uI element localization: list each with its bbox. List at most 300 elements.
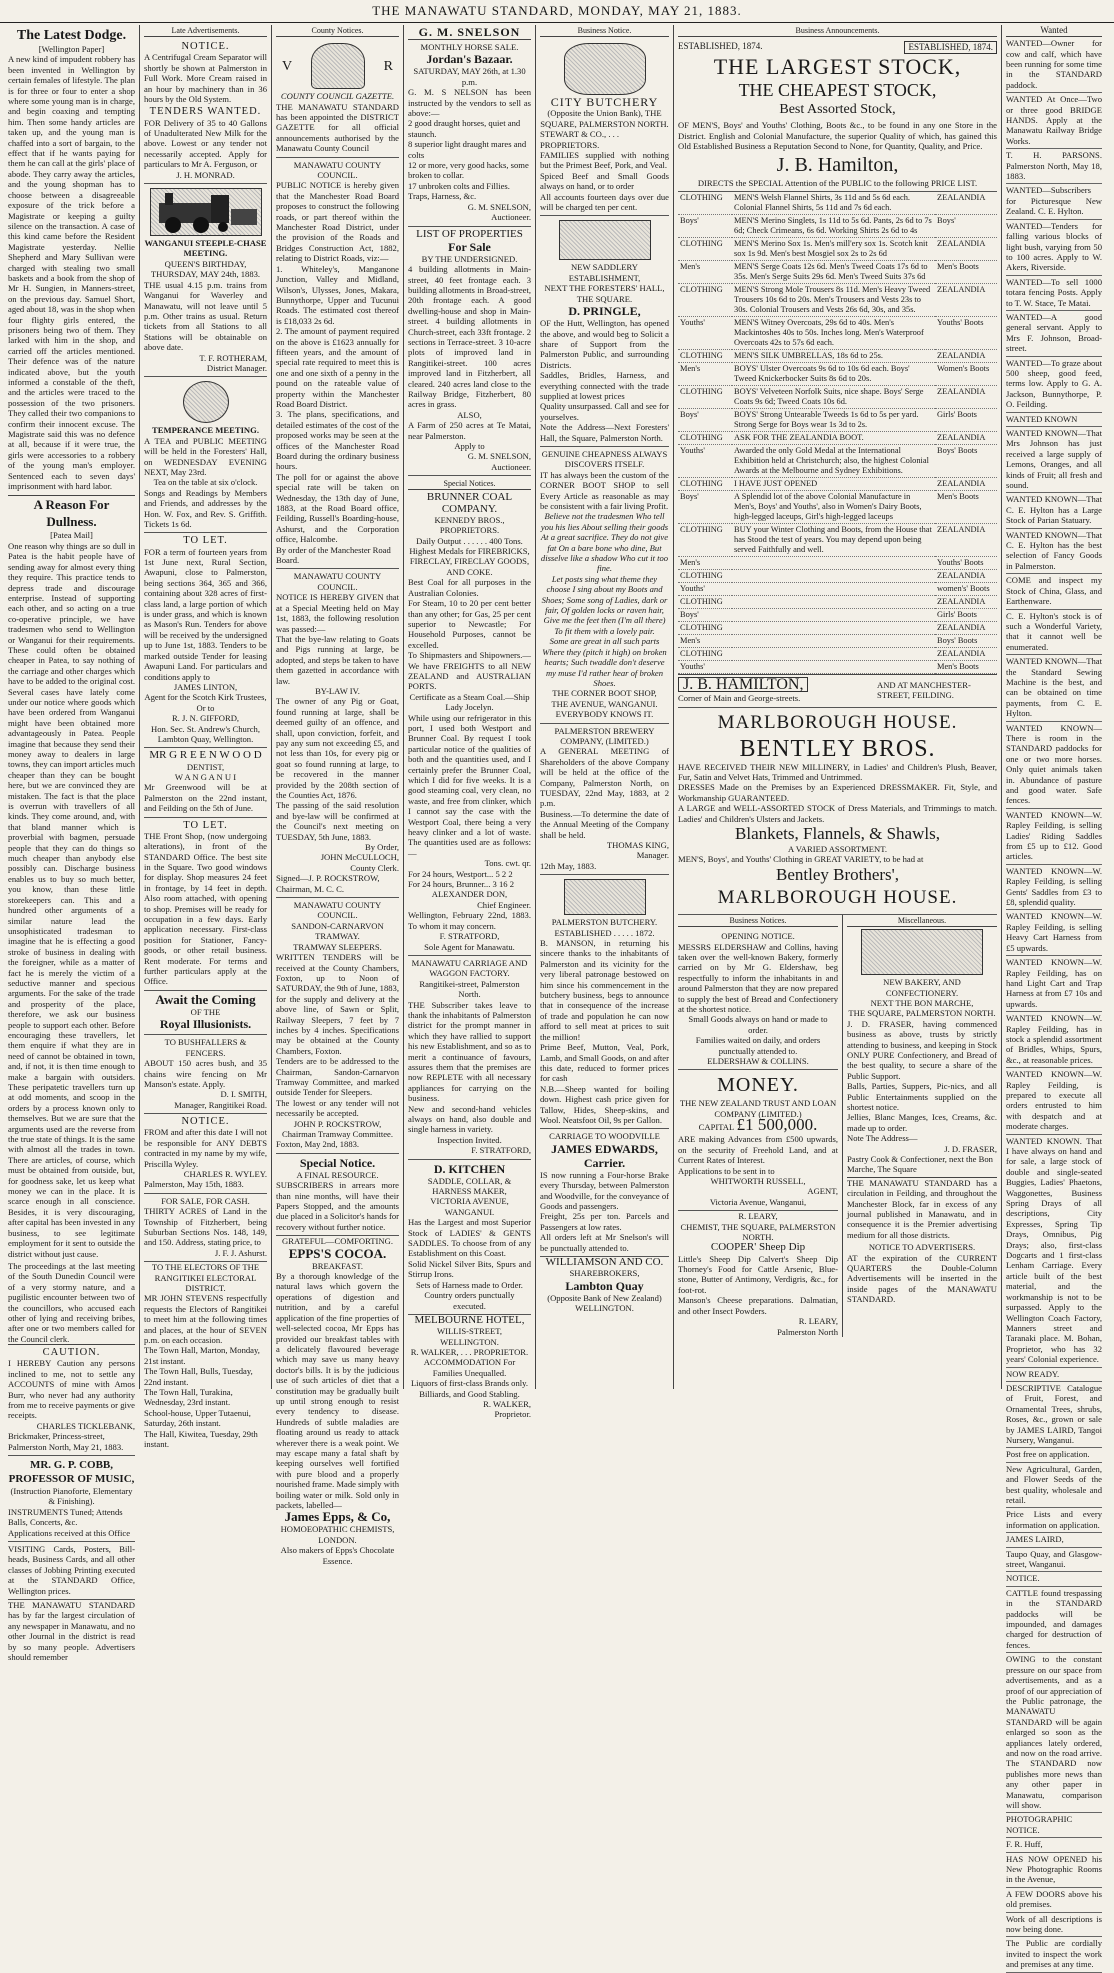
fraser-note: Note The Address— [847,1133,918,1144]
established-left: ESTABLISHED, 1874. [678,41,763,52]
wanted-item: A FEW DOORS above his old premises. [1006,1888,1102,1913]
price-row-right-label: Boys' [935,215,997,238]
bushfallers-body: ABOUT 150 acres bush, and 35 chains wire fencing on Mr Manson's estate. Apply. [144,1058,267,1089]
column-header: County Notices. [276,25,399,37]
hamilton-footer-name: J. B. HAMILTON, [678,677,808,692]
caution-body: I HEREBY Caution any persons inclined to me, not to settle any ACCOUNTS of mine with Amos Burr, who never had any authority from me to receive payments or give receipts. [8,1358,135,1421]
wanted-item: Taupo Quay, and Glasgow-street, Wanganui. [1006,1548,1102,1573]
price-row-left-label: CLOTHING [678,238,732,261]
price-row-left-label: CLOTHING [678,478,732,491]
horse-sale-title: MONTHLY HORSE SALE. [420,42,519,52]
instruments-notice: INSTRUMENTS Tuned; Attends Balls, Concerts, &c. [8,1506,123,1528]
price-row-item: BOYS' Velveteen Norfolk Suits, nice shape. Boys' Serge Coats 9s 6d; Tweed Coats 10s 6d. [732,386,935,409]
price-row-item: BOYS' Strong Untearable Tweeds 1s 6d to 5s per yard. Strong Serge for Boys wear 1s 3d to 2s. [732,409,935,432]
city-butchery-address: (Opposite the Union Bank), THE SQUARE, PALMERSTON NORTH. [540,108,669,129]
epps-company-sub: HOMOEOPATHIC CHEMISTS, LONDON. [280,1524,395,1545]
properties-also: ALSO, [457,409,482,420]
column-7 [1002,25,1106,1970]
corner-shop-address: THE AVENUE, WANGANUI. [551,698,658,709]
price-row-left-label: Youths' [678,445,732,478]
price-row-left-label: CLOTHING [678,622,732,635]
article-title-reason-dullness: A Reason For Dullness. [8,495,135,530]
properties-list: 4 building allotments in Main-street, 40 feet frontage each. 3 building allotments in Broad-street, 20th frontage each. A good dwelling-house and shop in Main-street. 4 building allotments in Church-street, each 33ft frontage. 2 sections in Terrace-street. 3 10-acre plots of improved land in Rangitikei-street. 100 acres improved land in Fitzherbert, all cleared. 240 acres land close to the Railway Bridge, Fitzherbert, 80 acres in grass. [408,264,531,410]
saddlery-subtitle: NEXT THE FORESTERS' HALL, THE SQUARE. [544,283,665,304]
mcc-title: MANAWATU COUNTY COUNCIL. [293,159,382,181]
capital-value: £1 500,000. [736,1115,818,1135]
special-notices-header: Special Notices. [408,478,531,490]
kitchen-address: VICTORIA AVENUE, WANGANUI. [430,1196,509,1217]
price-row-left-label: Boys' [678,491,732,524]
mcc-body: PUBLIC NOTICE is hereby given that the Manchester Road Board proposes to construct the following roads, or part thereof within the Manchester Road District, under the provision of the Roads and Bridges Construction Act, 1882, relating to District Roads, viz:— [276,180,399,264]
kitchen-title: D. KITCHEN [433,1161,506,1176]
wanted-item: WANTED KNOWN—That Mrs Johnson has just received a large supply of Lemons, Oranges, and all kinds of Fruit; all fresh and sound. [1006,427,1102,493]
column-header: Business Notice. [540,25,669,37]
electors-title: TO THE ELECTORS OF THE RANGITIKEI ELECTORAL DISTRICT. [151,1262,260,1294]
wanted-item: WANTED KNOWN—W. Rapley Feilding, is selling Gents' Saddles from £3 to £8, splendid quality. [1006,865,1102,911]
tolet-title: TO LET. [183,535,228,547]
tolet-signature: R. J. N. GIFFORD, [171,713,240,724]
wanted-list [1006,37,1102,1972]
sale-body: THIRTY ACRES of Land in the Township of Fitzherbert, being Suburban Sections Nos. 148, 149, and 150. Address, stating price, to [144,1206,267,1248]
price-row-left-label: CLOTHING [678,350,732,363]
bylaw-body: The owner of any Pig or Goat, found running at large, shall be deemed guilty of an offence, and shall, upon conviction, forfeit, and pay any sum not exceeding £5, and not less than 10s, for every pig or goat so found running at large, to be recovered in the manner provided by the 208th section of the Counties Act, 1876. [276,696,399,801]
fraser-body: Jellies, Blanc Manges, Ices, Creams, &c. made up to order. [847,1112,997,1133]
melbourne-hotel-body: Liquors of first-class Brands only. [410,1378,529,1389]
bylaw-signature: Signed—J. P. ROCKSTROW, Chairman, M. C. C. [276,873,380,894]
notice-body: A Centrifugal Cream Separator will shortly be shown at Palmerston in Full Work. More Cream raised in an hour by machinery than in 36 hours by the Old System. [144,52,267,105]
jordan-bazaar: Jordan's Bazaar. [426,52,513,67]
wanted-item: WANTED—A good general servant. Apply to Mrs F. Johnson, Broad-street. [1006,311,1102,357]
properties-signature: G. M. SNELSON, [467,451,531,462]
business-notices-header: Business Notices. [678,915,838,927]
article-body: The proceedings at the last meeting of the South Dunedin Council were of a very stormy nature, and a pugilistic encounter between two of the councillors, who accused each other of lying and receiving bribes, after one or two members called for the Council clerk. [8,1260,135,1344]
price-row-right-label: ZEALANDIA [935,622,997,635]
electors-meeting: The Town Hall, Turakina, Wednesday, 23rd instant. [144,1387,233,1408]
price-row-right-label: Men's Boots [935,261,997,284]
capital-label: CAPITAL [698,1122,735,1133]
await-of-the: OF THE [190,1006,221,1017]
wanted-item: HAS NOW OPENED his New Photographic Rooms in the Avenue, [1006,1853,1102,1888]
electors-body: MR JOHN STEVENS respectfully requests the Electors of Rangitikei to meet him at the following times and places, at the hour of SEVEN p.m. on each occasion. [144,1293,267,1346]
applications-notice: Applications received at this Office [8,1527,131,1538]
new-bakery: NEW BAKERY, AND CONFECTIONERY. [883,977,961,998]
steeplechase-signature-title: District Manager. [206,362,267,373]
price-row-right-label: Youths' Boots [935,317,997,350]
price-row-right-label: ZEALANDIA [935,284,997,317]
advances-body: ARE making Advances from £500 upwards, on the security of Freehold Land, and at Current Rates of Interest. [678,1134,838,1166]
special-notice-title: Special Notice. [299,1155,376,1170]
tenders-title: TENDERS WANTED. [149,106,262,118]
wanted-item: WANTED KNOWN—W. Rapley Feilding, has in stock a splendid assortment of Bridles, Whips, Spurs, &c., at reasonable prices. [1006,1012,1102,1068]
carriage-factory-invite: Inspection Invited. [437,1134,502,1145]
column-3 [272,25,404,1566]
price-row-right-label: ZEALANDIA [935,524,997,557]
corner-poem: Some are great in all such parts Where they (pitch it high) on broken hearts; Such twaddle don't deserve my muse I'd rather hear of broken Shoes. [542,636,667,688]
bylaw-title: BY-LAW IV. [315,685,360,696]
circulation-note: THE MANAWATU STANDARD has a circulation in Feilding, and throughout the Manchester Block, far in excess of any journal published in Manawatu, and in consequence it is the Premier advertising medium for all those districts. [847,1177,997,1240]
price-row-item [732,609,935,622]
caution-title: CAUTION. [42,1347,101,1359]
carriage-factory-body: THE Subscriber takes leave to thank the inhabitants of Palmerston district for the prompt manner in which they have rallied to support his new Establishment, and so as to merit a continuance of favours, assures them that the premises are now REPLETE with all necessary appliances for carrying on the business. [408,999,531,1104]
leary-name: R. LEARY, [738,1211,778,1222]
wanted-item: WANTED KNOWN—That the Standard Sewing Machine is the best, and can be obtained on time payments, from C. E. Hylton. [1006,655,1102,721]
snelson-header: G. M. SNELSON [408,25,531,40]
eldershaw-body: Small Goods always on hand or made to order. [688,1014,828,1035]
wanted-item: Post free on application. [1006,1448,1102,1462]
price-row-item: BUY your Winter Clothing and Boots, from the House that has Stood the test of years. You may depend upon being served Faithfully and well. [732,524,935,557]
sheep-dips: Little's Sheep Dip Calvert's Sheep Dip Thorney's Food for Cattle Arsenic, Blue-stone, Butter of Antimony, Verdigris, &c., for foot-rot. [678,1253,838,1295]
greenwood-location: W A N G A N U I [174,771,237,782]
properties-apply: Apply to [454,441,485,452]
article-source: [Wellington Paper] [38,44,105,54]
hamilton-intro: OF MEN'S, Boys' and Youths' Clothing, Boots &c., to be found in any one Store in the District. English and Colonial Manufacture, the superior Quality of which, has gained this Old Established Business a Reputation Second to None, for Quantity, Quality, and Price. [678,120,997,152]
cobb-title: MR. G. P. COBB, [29,1459,113,1472]
horse-sale-item: 2 good draught horses, quiet and staunch. [408,118,521,139]
wanted-item: DESCRIPTIVE Catalogue of Fruit, Forest, and Ornamental Trees, shrubs, Roses, &c., grown or sale by JAMES LAIRD, Tangoi Nursery, Wanganui. [1006,1382,1102,1448]
article-body: One reason why things are so dull in Patea is the habit people have of sending away for almost every thing they require. This practice tends to depress trade and discourage enterprise. Instead of supporting each other, and so acting on a true co-operative principle, we have tradesmen who send to Wellington or Wanganui for their requirements. These could often be obtained cheaper in Patea, to say nothing of the carriage and other charges which have to be added to the original cost. Several cases have lately come under our notice where goods which have been ordered from Wanganui might have been obtained more advantageously in Patea. People imagine that because they send their money away to dealers in large towns, they can import articles much cheaper than they can be bought here, but we are convinced they are mistaken. The fact is that the place is overrun with travellers of all kinds. They come around, and, with that bland manner which is proverbial with bagmen, persuade people that they can do things so much cheaper than anybody else possibly can. Discharge business enables us to buy so much better, you know, than these little storekeepers can. This and a hundred other arguments of a similar nature lead the unsophisticated tradesman to imagine that he is effecting a good stroke of business in dealing with the foreigner, while as a matter of fact he is merely the victim of a seductive manner and specious arguments. For the sake of the trade and prosperity of the place, therefore, we ask our business people to support each other. Before encouraging these travellers, let them enquire if what they are in need of cannot be obtained in town, and, if not, it is then time enough to make a bargain with outsiders. These peripatetic travellers turn up at odd moments, and scoop in the orders by a process known only to themselves. But we are sure that the arguments used are the reverse from the true state of things. It is the same with almost all the trades in town. There are articles, of course, which must be obtained from outside, but, for goodness sake, let us keep what money we can in the place. It is scarce enough in all conscience. Besides, it is very discouraging, after capital has been invested in any business, to see legitimate employment for it sent to outside the district without just cause. [8,540,135,1259]
bushfallers-signature: D. I. SMITH, [220,1089,267,1100]
mcc-item: 3. The plans, specifications, and detailed estimates of the cost of the proposed works may be seen at the offices of the Manchester Road Board during the ordinary business hours. [276,409,399,472]
genuine-title: GENUINE CHEAPNESS ALWAYS DISCOVERS ITSELF. [541,448,668,470]
brunner-certificate-body: While using our refrigerator in this port, I used both Westport and Brunner Coal. By request I took particular notice of the qualities of both and the quantities used, and I certainly prefer the Brunner Coal, which I did for five weeks. It is a good steaming coal, very clean, no waste, and free from clinker, which I cannot say the case with the Westport Coal, there being a very heavy clinker and a lot of waste. The quantities used are as follows:— [408,712,531,858]
locomotive-engraving [150,188,262,236]
hamilton-name: J. B. Hamilton, [776,153,899,176]
price-row-right-label: ZEALANDIA [935,350,997,363]
city-butchery-body: All accounts fourteen days over due will be charged ten per cent. [540,191,669,213]
wanted-item: PHOTOGRAPHIC NOTICE. [1006,1813,1102,1838]
temperance-emblem [183,381,229,423]
price-row-left-label: CLOTHING [678,524,732,557]
crest-letter-v: V [282,58,293,74]
palmerston-butchery-title: PALMERSTON BUTCHERY. [551,917,658,928]
epps-subtitle: BREAKFAST. [311,1260,363,1271]
price-row-left-label: Men's [678,261,732,284]
price-row-left-label: Youths' [678,317,732,350]
bylaw-signature: County Clerk. [350,862,399,873]
price-row-left-label: Men's [678,557,732,570]
lambton-address: (Opposite Bank of New Zealand) WELLINGTON. [547,1292,662,1314]
best-assorted: Best Assorted Stock, [779,102,896,118]
manawatu-standard-note: THE MANAWATU STANDARD has by far the largest circulation of any newspaper in Manawatu, and no other Journal in the district is read by so many people. Advertisers should remember [8,1600,135,1663]
price-row-right-label: ZEALANDIA [935,386,997,409]
brunner-agent: F. STRATFORD, [439,931,500,942]
eldershaw-body: Families waited on daily, and orders punctually attended to. [695,1035,821,1056]
notice-title: NOTICE. [181,41,230,53]
price-row-left-label: Men's [678,635,732,648]
pringle-body: OF the Hutt, Wellington, has opened the above, and would beg to Solicit a share of Support from the Palmerston Public, and surrounding Districts. [540,318,669,370]
caution-signature-detail: Brickmaker, Princess-street, Palmerston North, May 21, 1883. [8,1431,124,1452]
melbourne-hotel-address: WILLIS-STREET, WELLINGTON. [437,1326,502,1347]
gazette-title: COUNTY COUNCIL GAZETTE. [280,91,395,102]
bentley-brothers: Bentley Brothers', [776,864,899,884]
carrier-body: IS now running a Four-horse Brake every Thursday, between Palmerston and Woodville, for the conveyance of Goods and passengers. [540,1169,669,1211]
notice-to-advertisers: NOTICE TO ADVERTISERS. [868,1242,976,1253]
price-row-right-label: ZEALANDIA [935,596,997,609]
column-header: Late Advertisements. [144,25,267,37]
column-5 [536,25,674,1389]
city-butchery-body: FAMILIES supplied with nothing but the Primest Beef, Pork, and Veal. [540,150,669,171]
saddlery-title: NEW SADDLERY ESTABLISHMENT, [568,262,641,283]
wanted-item: WANTED KNOWN—W. Rapley Feilding, has on hand Light Cart and Trap Harness at from £7 10s and upwards. [1006,956,1102,1012]
price-row-left-label: Boys' [678,409,732,432]
wanted-item: WANTED At Once—Two or three good BRIDGE HANDS. Apply at the Manawatu Railway Bridge Works. [1006,93,1102,149]
wanted-item: WANTED KNOWN—W. Rapley Feilding, is selling Heavy Cart Harness from £5 upwards. [1006,910,1102,956]
insect-powders: Manson's Cheese preparations. Dalmatian, and other Insect Powders. [678,1295,838,1316]
royal-illusionists: Royal Illusionists. [159,1017,252,1032]
manson-body: Prime Beef, Mutton, Veal, Pork, Lamb, and Small Goods, on and after this date, reduced to former prices for cash [540,1042,669,1084]
tolet-signature: JAMES LINTON, [173,681,238,692]
cobb-body: (Instruction Pianoforte, Elementary & Finishing). [10,1486,133,1507]
pringle-body: Saddles, Bridles, Harness, and everything connected with the trade supplied at lowest prices [540,370,669,401]
wanted-header: Wanted [1006,25,1102,37]
brunner-shippers: To Shipmasters and Shipowners.—We have FREIGHTS to all NEW ZEALAND and AUSTRALIAN PORTS. [408,650,531,692]
epps-title: EPPS'S COCOA. [288,1245,387,1261]
notice2-date: Palmerston, May 15th, 1883. [144,1179,244,1190]
carriage-factory-address: Rangitikei-street, Palmerston North. [419,978,520,1000]
mcc-item: The poll for or against the above special rate will be taken on Wednesday, the 13th day of June, 1883, at the Road Board office, Feilding, Russell's Boarding-house, Ashurst, and the Corporation office, Halcombe. [276,471,399,545]
wanted-item: C. E. Hylton's stock is of such a Wonderful Variety, that it cannot well be enumerated. [1006,610,1102,656]
brunner-best: Best Coal for all purposes in the Australian Colonies. [408,577,531,598]
wanted-item: COME and inspect my Stock of China, Glass, and Earthenware. [1006,574,1102,609]
opening-notice: OPENING NOTICE. [721,931,795,942]
wanted-item: Work of all descriptions is now being done. [1006,1913,1102,1938]
steeplechase-signature: T. F. ROTHERAM, [199,352,267,363]
horse-sale-signature: Auctioneer. [491,212,531,223]
price-row-item: MEN'S Strong Mole Trousers 8s 11d. Men's Heavy Tweed Trousers 10s 6d to 20s. Men's Trousers and Vests 23s to 30s. Colonial Trousers and Vests 26s 6d, 30s, and 35s. [732,284,935,317]
bylaw-signature: By Order, [364,842,399,853]
lambton-quay: Lambton Quay [565,1278,644,1293]
notice2-body: FROM and after this date I will not be responsible for ANY DEBTS contracted in my name by my wife, Priscilla Wyley. [144,1127,267,1169]
pringle-body: Quality unsurpassed. Call and see for yourselves. [540,401,669,422]
column-4 [404,25,536,1420]
wanted-item: WANTED KNOWN. That I have always on hand and for sale, a large stock of double and single-seated Buggies, Ladies' Phaetons, Waggonettes, Business Spring Drays of all descriptions, City Expresses, Spring Tip Drays, Omnibus, Pig Drays; also, first-class Dogcarts and 1 first-class Lenham Carriage. Every article built of the best material, and the workmanship is not to be surpassed. Apply to the Wellington Coach Factory, Manners street and Taranaki place. M. Bohan, Proprietor, who has 32 years' Colonial experience. [1006,1135,1102,1368]
horse-sale-date: SATURDAY, MAY 26th, at 1.30 p.m. [413,66,526,87]
price-row-right-label: Youths' Boots [935,557,997,570]
wanted-item: WANTED—Subscribers for Picturesque New Zealand. C. E. Hylton. [1006,184,1102,219]
mcc3-title: MANAWATU COUNTY COUNCIL. [293,900,382,921]
tolet-signature: Hon. Sec. St. Andrew's Church, Lambton Quay, Wellington. [151,723,260,744]
sheep-engraving [564,879,646,915]
agent-label: AGENT, [807,1186,838,1197]
brunner-engineer: ALEXANDER DON, [431,889,508,900]
nz-trust-loan: THE NEW ZEALAND TRUST AND LOAN COMPANY (LIMITED.) [679,1098,837,1119]
tolet-body: FOR a term of fourteen years from 1st June next, Rural Section, Awapuni, close to Palmerston, being sections 364, 365 and 366, containing about 328 acres of first-class land, a large portion of which is under grass, and which is known as Mason's Run. Tenders for above will be received by the undersigned up to June 1st, 1883. Tenders to be marked outside Tender for leasing Awapuni Land. For particulars and conditions apply to [144,546,267,682]
price-row-item [732,583,935,596]
tramway-title: SANDON-CARNARVON TRAMWAY. [291,920,384,942]
manson-body: N.B.—Sheep wanted for boiling down. Highest cash price given for Tallow, Hides, Sheep-skins, and Wool. Neatsfoot Oil, 9s per Gallon. [540,1083,669,1125]
article-title-latest-dodge: The Latest Dodge. [16,28,127,43]
bushfallers-title: TO BUSHFALLERS & FENCERS. [164,1037,247,1058]
melbourne-hotel-signature: R. WALKER, [483,1398,531,1409]
corner-poem: Believe not the tradesmen Who tell you his lies About selling their goods At a great sacrifice. They do not give fat On a bare bone who dine, But disselve like a shadow Who cut it too fine. [540,511,669,574]
fraser-signature: J. D. FRASER, [944,1143,997,1154]
notice2-title: NOTICE. [181,1116,230,1128]
brunner-steam: For Steam, 10 to 20 per cent better than any other; for Gas, 25 per cent superior to Newcastle; For Household Purposes, cannot be excelled. [408,598,531,650]
horse-sale-item: Traps, Harness, &c. [408,191,477,202]
established-right: ESTABLISHED, 1874. [904,41,997,54]
wanted-item: WANTED—To sell 1000 totara fencing Posts. Apply to T. W. Stace, Te Matai. [1006,276,1102,311]
brunner-medals: Highest Medals for FIREBRICKS, FIRECLAY, FIRECLAY GOODS, AND COKE. [409,546,530,577]
price-row-item: MEN'S Merino Singlets, 1s 11d to 5s 6d. Pants, 2s 6d to 7s 6d; Check Crimeans, 6s 6d. Working Shirts 2s 6d to 4s [732,215,935,238]
mcc-signature: By order of the Manchester Road Board. [276,544,391,566]
special-notice-subtitle: A FINAL RESOURCE. [296,1169,379,1180]
wanted-item: WANTED KNOWN—That C. E. Hylton has the best selection of Fancy Goods in Palmerston. [1006,529,1102,575]
bylaw-signature: JOHN McCULLOCH, [320,852,399,863]
steeplechase-date: QUEEN'S BIRTHDAY, THURSDAY, MAY 24th, 1883. [150,258,261,280]
steeplechase-body: THE usual 4.15 p.m. trains from Wanganui for Waverley and Manawatu, will not leave until 5 p.m. Other trains as usual. Return tickets from all Stations to all Stations will be obtainable on above date. [144,279,267,353]
corner-shop-tagline: EVERYBODY KNOWS IT. [555,709,654,720]
blankets-flannels: Blankets, Flannels, & Shawls, [735,824,940,844]
price-row-item: MEN'S Welsh Flannel Shirts, 3s 11d and 5s 6d each. Colonial Flannel Shirts, 5s 11d and 7s 6d each. [732,192,935,215]
price-row-item: A Splendid lot of the above Colonial Manufacture in Men's, Boys' and Youths', also in Women's Dairy Boots, high-legged laceups, Girl's high-legged laceups [732,491,935,524]
tramway-body: Tenders are to be addressed to the Chairman, Sandon-Carnarvon Tramway Committee, and marked outside Tender for Sleepers. [276,1056,399,1098]
mcc2-resolution: That the bye-law relating to Goats and Pigs running at large, be adopted, and steps be taken to have them gazetted in accordance with law. [276,633,399,686]
brewery-date: 12th May, 1883. [540,860,597,871]
carrier-body: All orders left at Mr Snelson's will be punctually attended to. [540,1232,669,1253]
melbourne-hotel-body: Billiards, and Good Stabling. [419,1388,520,1399]
wanted-item: F. R. Huff, [1006,1838,1102,1852]
crest-letter-r: R [383,58,393,74]
price-row-right-label: Girls' Boots [935,409,997,432]
horse-sale-item: 12 or more, very good hacks, some broken to collar. [408,160,529,181]
price-row-item: Awarded the only Gold Medal at the International Exhibition held at Christchurch; also, the highest Colonial Awards at the Melbourne and Sydney Exhibitions. [732,445,935,478]
price-row-item: MEN'S SILK UMBRELLAS, 18s 6d to 25s. [732,350,935,363]
brunner-date: Wellington, February 22nd, 1883. To whom it may concern. [408,910,531,931]
column-6 [674,25,1002,1389]
temperance-title: TEMPERANCE MEETING. [152,425,259,436]
price-row-item [732,557,935,570]
largest-stock: THE LARGEST STOCK, [713,54,962,80]
epps-chocolate: Also makers of Epps's Chocolate Essence. [280,1545,395,1566]
epps-tagline: GRATEFUL—COMFORTING. [282,1236,393,1247]
melbourne-hotel-title: MELBOURNE HOTEL, [414,1313,525,1326]
cobb-subtitle: PROFESSOR OF MUSIC, [8,1473,135,1486]
mcc-item: 1. Whiteley's, Manganone Junction, Valley and Midland, Wilson's, Ulysses, Jones, Makara, Bunnythorpe, Upper and Tucunui Roads. The estimated cost thereof is £18,033 2s 6d. [276,263,399,326]
price-row-item [732,635,935,648]
hamilton-directs: DIRECTS the SPECIAL Attention of the PUBLIC to the following PRICE LIST. [697,177,978,188]
brunner-title: BRUNNER COAL COMPANY. [426,491,513,515]
price-row-item: I HAVE JUST OPENED [732,478,935,491]
wanted-item: WANTED KNOWN—That C. E. Hylton has a Large Stock of Parian Statuary. [1006,493,1102,528]
price-row-left-label: Boys' [678,215,732,238]
carriage-woodville: CARRIAGE TO WOODVILLE [549,1131,660,1142]
tramway-body: WRITTEN TENDERS will be received at the County Chambers, Foxton, up to Noon of SATURDAY, the 9th of June, 1883, for the supply and delivery at the above line, of Sawn or Split, Railway Sleepers, 7 feet by 7 inches by 4 inches. Specifications may be obtained at the County Chambers, Foxton. [276,952,399,1056]
await-coming: Await the Coming [155,991,256,1007]
sale-signature: J. F. J. Ashurst. [214,1247,267,1258]
price-row-left-label: CLOTHING [678,596,732,609]
price-row-item [732,648,935,661]
bon-marche: NEXT THE BON MARCHE, [870,997,974,1008]
fraser-body: Balls, Parties, Suppers, Pic-nics, and all Public Entertainments supplied on the shortest notice. [847,1081,997,1112]
price-row-item: MEN'S Merino Sox 1s. Men's mill'ery sox 1s. Scotch knit sox 1s 9d. Men's best Mosgiel sox 2s to 2s 6d [732,238,935,261]
carrier-body: Freight, 25s per ton. Parcels and Passengers at low rates. [540,1211,669,1232]
carriage-factory-signature: F. STRATFORD, [471,1145,531,1156]
leary-signature: R. LEARY, [798,1316,838,1327]
price-row-item [732,622,935,635]
city-butchery-proprietors: STEWART & CO., . . . PROPRIETORS. [540,129,620,150]
kitchen-body: Country orders punctually executed. [424,1290,515,1311]
price-row-left-label: Boys' [678,609,732,622]
price-row-item: MEN'S Witney Overcoats, 29s 6d to 40s. Men's Mackintoshes 40s to 50s. Inches long. Men's Waterproof Overcoats 42s to 57s 6d each. [732,317,935,350]
mcc-item: 2. The amount of payment required on the above is £1623 annually for fifteen years, and the amount of special rate required to meet this is one and one sixth of a penny in the pound on the rateable value of property within the Manchester Road Board District. [276,326,399,409]
bentley-bros: BENTLEY BROS. [739,735,936,762]
victoria-avenue: Victoria Avenue, Wanganui, [709,1196,807,1207]
properties-title: LIST OF PROPERTIES [416,227,523,240]
williamson-subtitle: SHAREBROKERS, [569,1268,640,1279]
tolet-signature: Or to [196,702,215,713]
epps-company: James Epps, & Co, [284,1509,391,1525]
pringle-note: Note the Address—Next Foresters' Hall, the Square, Palmerston North. [540,422,669,443]
hamilton-footer-address: Corner of Main and George-streets. [678,693,801,704]
wanted-item: WANTED KNOWN—There is room in the STANDARD paddocks for one or two more horses. Only quiet animals taken in. Abundance of pasture and good water. Safe fences. [1006,722,1102,809]
tramway-body: The lowest or any tender will not necessarily be accepted. [276,1097,399,1119]
brunner-certificate: Certificate as a Steam Coal.—Ship Lady Jocelyn. [409,691,530,713]
price-row-right-label: ZEALANDIA [935,648,997,661]
price-row-left-label: CLOTHING [678,192,732,215]
price-row-right-label: Women's Boots [935,363,997,386]
price-row-left-label: Youths' [678,661,732,674]
column-1 [4,25,140,1663]
tenders-body: FOR Delivery of 35 to 40 Gallons of Unadulterated New Milk for the above. Lowest or any tender not necessarily accepted. Apply for particulars to Mr A. Ferguson, or [144,117,267,170]
marlborough-house-2: MARLBOROUGH HOUSE. [717,886,958,908]
miscellaneous-header: Miscellaneous. [847,915,997,927]
price-list-table [678,192,997,674]
kitchen-body: Has the Largest and most Superior Stock of LADIES' & GENTS SADDLES. To choose from of any Establishment on this Coast. [408,1217,531,1259]
properties-farm: A Farm of 250 acres at Te Matai, near Palmerston. [408,420,531,441]
bentley-millinery: HAVE RECEIVED THEIR NEW MILLINERY, in Ladies' and Children's Plush, Beaver, Fur, Satin and Velvet Hats, Trimmed and Untrimmed. [678,761,997,783]
tolet-signature: Agent for the Scotch Kirk Trustees, [144,692,267,703]
carrier: Carrier. [583,1155,626,1170]
marlborough-house: MARLBOROUGH HOUSE. [717,711,958,733]
price-row-item [732,661,935,674]
city-butchery-body: Spiced Beef and Small Goods always on hand, or to order [540,170,669,192]
notice-to-advertisers-body: AT the expiration of the CURRENT QUARTERS the Double-Column Advertisements will be inserted in the inside pages of the MANAWATU STANDARD. [847,1252,997,1305]
wheatsheaf-engraving [861,929,983,975]
horse-sale-body: G. M. S NELSON has been instructed by the vendors to sell as above:— [408,87,531,119]
price-row-left-label: CLOTHING [678,386,732,409]
wanted-item: WANTED KNOWN [1006,413,1102,427]
leary-location: Palmerston North [777,1326,838,1337]
bentley-large-stock: A LARGE and WELL-ASSORTED STOCK of Dress Materials, and Trimmings to match. Ladies' and Children's Ulsters and Jackets. [678,803,997,824]
wanted-item: NOTICE. [1006,1572,1102,1586]
wanted-item: WANTED—Owner for cow and calf, which have been running for some time in the STANDARD paddock. [1006,37,1102,93]
price-row-right-label: Boys' Boots [935,635,997,648]
wanted-item: WANTED KNOWN—W. Rapley Feilding, is selling Ladies' Riding Saddles from £5 up to £12. Good articles. [1006,809,1102,865]
brewery-body: Business.—To determine the date of the Annual Meeting of the Company shall be held. [540,808,669,840]
price-row-left-label: CLOTHING [678,648,732,661]
horse-sale-item: 17 unbroken colts and Fillies. [408,180,510,191]
electors-meeting: School-house, Upper Tutaenui, Saturday, 26th instant. [144,1407,251,1429]
corner-poem: Let posts sing what theme they choose I sing about my Boots and Shoes; Some song of Ladies, dark or fair, Of golden locks or raven hair, Give me the feet then (I'm all there) To fit them with a lovely pair. [541,573,668,636]
special-notice-body: SUBSCRIBERS in arrears more than nine months, will have their Papers Stopped, and the amounts due placed in a Solicitor's hands for recovery without further notice. [276,1180,399,1232]
wanted-item: CATTLE found trespassing in the STANDARD paddocks will be impounded, and damages charged for destruction of fences. [1006,1587,1102,1653]
price-row-left-label: CLOTHING [678,432,732,445]
brunner-proprietors: KENNEDY BROS., PROPRIETORS. [434,514,505,536]
wanted-item: NOW READY. [1006,1368,1102,1382]
greenwood-title: MR G R E E N W O O D [149,749,262,762]
brunner-tons-header: Tons. cwt. qr. [484,858,531,869]
cooper-dip: COOPER' Sheep Dip [710,1241,806,1254]
hamilton-footer-branch: AND AT MANCHESTER-STREET, FEILDING. [877,679,971,701]
properties-signature: Auctioneer. [491,461,531,472]
price-row-left-label: CLOTHING [678,570,732,583]
williamson-title: WILLIAMSON AND CO. [545,1256,664,1268]
money-title: MONEY. [717,1074,799,1097]
manson-body: B. MANSON, in returning his sincere thanks to the inhabitants of Palmerston and its vicinity for the very liberal patronage bestowed on him since his commencement in the butchery business, begs to announce that in consequence of the increase of trade and population he can now afford to sell meat at prices to suit the million! [540,938,669,1042]
eldershaw-body: MESSRS ELDERSHAW and Collins, having taken over the well-known Bakery, formerly carried on by Mr G. Eldershaw, beg respectfully to inform the inhabitants in and around Palmerston that they are now prepared to supply the best of Bread and Confectionery at the shortest notice. [678,941,838,1014]
melbourne-hotel-body: ACCOMMODATION For Families Unequalled. [423,1357,516,1378]
price-row-right-label: ZEALANDIA [935,432,997,445]
